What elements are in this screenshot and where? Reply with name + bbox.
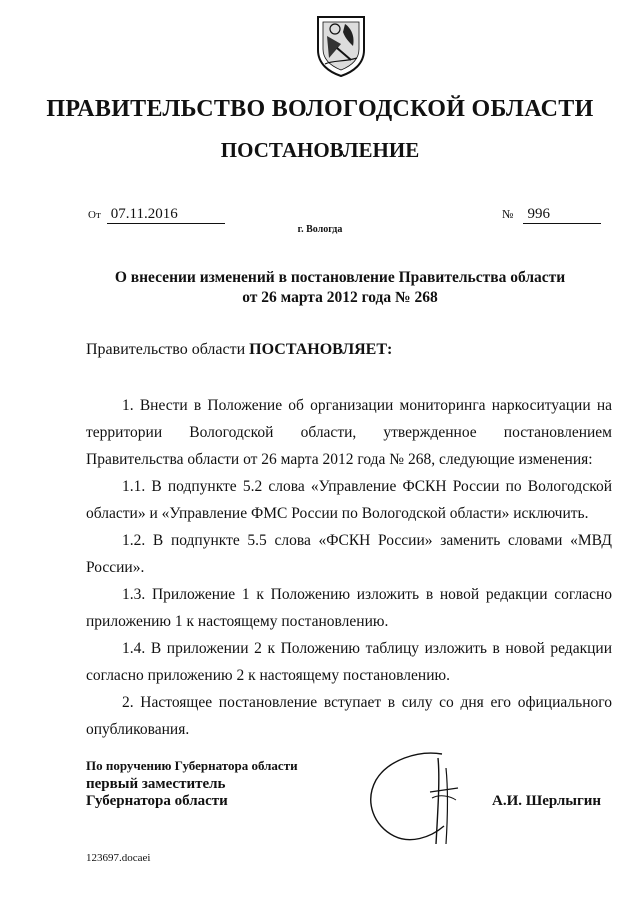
signatory-line-1: По поручению Губернатора области (86, 758, 298, 773)
preamble-emphasis: ПОСТАНОВЛЯЕТ: (249, 341, 393, 358)
subject-line-1: О внесении изменений в постановление Правительства области (114, 269, 566, 286)
coat-of-arms-icon (315, 14, 367, 78)
date-label: От (88, 209, 101, 221)
paragraph-1-1: 1.1. В подпункте 5.2 слова «Управление ФСКН России по Вологодской области» и «Управление ФМС России по Вологодской области» исключить. (86, 478, 612, 522)
signatory-line-3: Губернатора области (86, 793, 228, 809)
paragraph-1-2: 1.2. В подпункте 5.5 слова «ФСКН России» заменить словами «МВД России». (86, 532, 612, 576)
preamble (86, 341, 392, 359)
signatory-line-2: первый заместитель (86, 776, 226, 792)
number-value: 996 (523, 206, 601, 224)
paragraph-1: 1. Внести в Положение об организации мониторинга наркоситуации на территории Вологодской области, утвержденное постановлением Правительства области от 26 марта 2012 года № 268, следующие изменения: (86, 397, 612, 468)
document-body (86, 392, 612, 743)
signatory-name: А.И. Шерлыгин (492, 793, 602, 809)
file-reference: 123697.docaei (86, 852, 151, 864)
number-field (502, 206, 601, 224)
subject (90, 268, 590, 308)
paragraph-1-3: 1.3. Приложение 1 к Положению изложить в новой редакции согласно приложению 1 к настоящему постановлению. (86, 586, 612, 630)
city: г. Вологда (297, 224, 343, 235)
date-value: 07.11.2016 (107, 206, 225, 224)
date-field (88, 206, 225, 224)
signatory-position (86, 758, 298, 810)
paragraph-1-4: 1.4. В приложении 2 к Положению таблицу изложить в новой редакции согласно приложению 2 к настоящему постановлению. (86, 640, 612, 684)
handwritten-signature (360, 748, 480, 848)
paragraph-2: 2. Настоящее постановление вступает в силу со дня его официального опубликования. (86, 694, 612, 738)
organization-title: ПРАВИТЕЛЬСТВО ВОЛОГОДСКОЙ ОБЛАСТИ (46, 96, 594, 122)
preamble-text: Правительство области (86, 341, 250, 358)
subject-line-2: от 26 марта 2012 года № 268 (242, 289, 438, 306)
number-label: № (502, 207, 514, 221)
document-type: ПОСТАНОВЛЕНИЕ (220, 138, 420, 162)
